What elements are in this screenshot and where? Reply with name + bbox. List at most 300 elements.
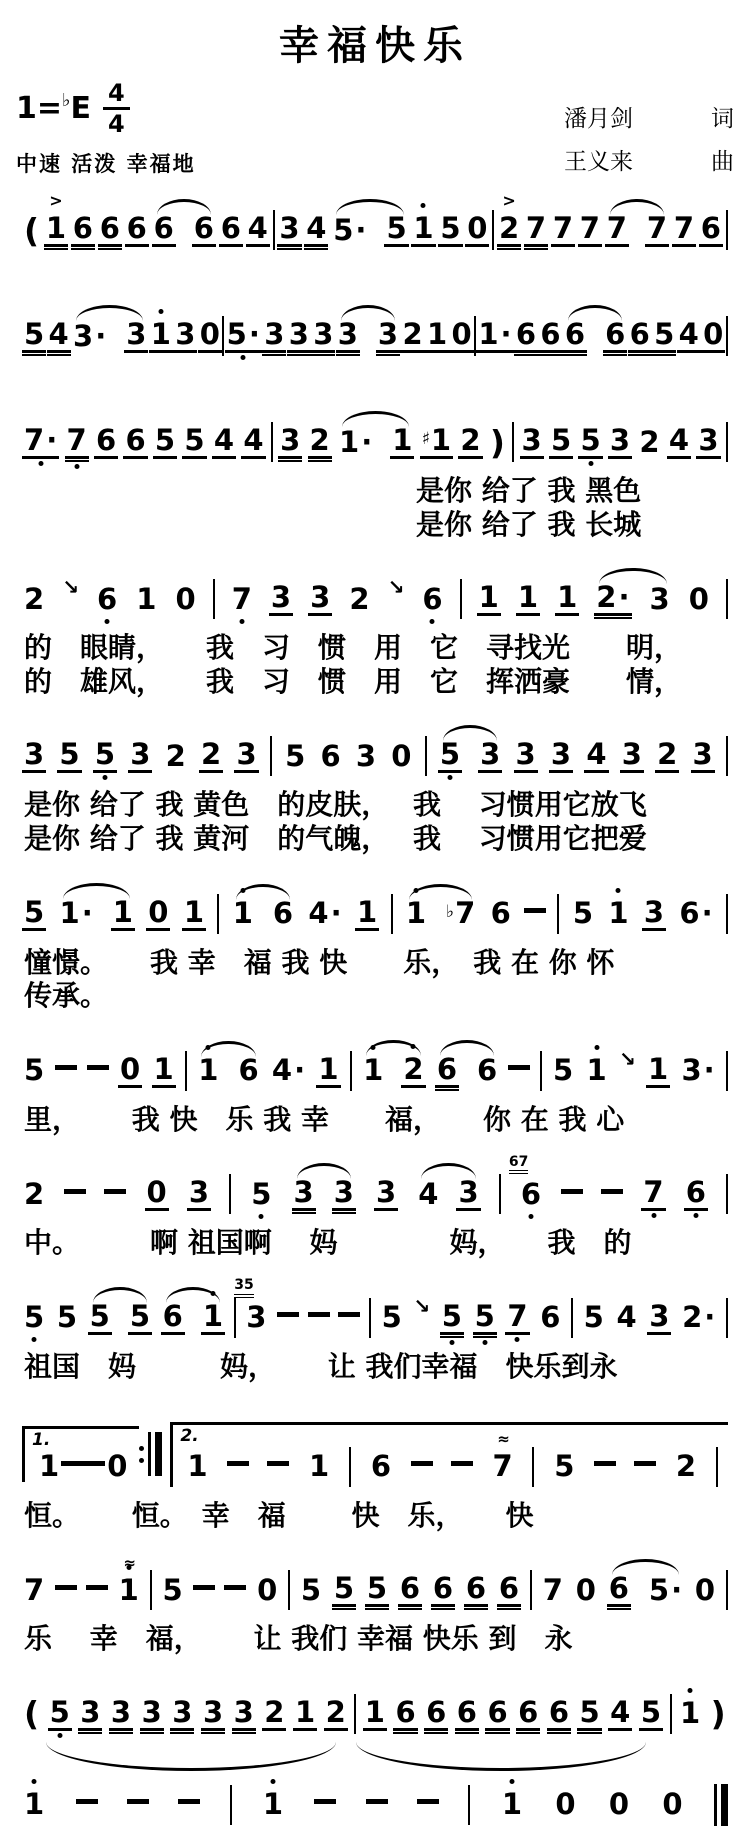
dot-after: · (671, 1572, 683, 1607)
note: 1 (361, 1055, 385, 1086)
barline (557, 894, 559, 934)
note: 6 (608, 1571, 629, 1606)
notes-row (16, 1766, 734, 1838)
music-line (16, 1404, 734, 1533)
duration-dash (417, 1799, 439, 1804)
note: 7 (525, 211, 547, 245)
note: 6 (629, 317, 650, 351)
notes-row (16, 1676, 734, 1746)
key-prefix: 1= (16, 90, 63, 126)
duration-dash (524, 908, 546, 913)
duration-dash (411, 1461, 433, 1466)
note: 1 (648, 1051, 669, 1086)
octave-dot-low (241, 355, 246, 360)
note: 5 (640, 1694, 662, 1729)
octave-dot-high (206, 1045, 211, 1050)
note: 6 (125, 423, 146, 457)
lyrics-row: 憧憬。 我 幸 福 我 快 乐， 我 在 你 怀 (24, 945, 615, 979)
rest: 0 (148, 894, 169, 929)
note: 1 ≈ (118, 1553, 139, 1607)
barline (571, 1298, 573, 1338)
note: 6 (95, 423, 117, 457)
lyrics-row: 中。 啊 祖国啊 妈 妈， 我 的 (24, 1226, 632, 1260)
note: 5 (553, 1053, 574, 1088)
note: 1· (478, 317, 512, 351)
note: 1 (426, 317, 448, 351)
duration-dash (601, 1189, 623, 1194)
note: 3 (175, 317, 196, 351)
slide-mark: ↘ (413, 1293, 431, 1318)
note: 3 (270, 580, 292, 615)
grace-notes: 67 (509, 1155, 528, 1174)
note: 1 (196, 1055, 220, 1086)
octave-dot-high (594, 1045, 599, 1050)
barline-thick (155, 1432, 162, 1476)
volta-number: 2. (180, 1425, 199, 1446)
note: 3 (515, 737, 536, 772)
note: 1· (59, 896, 93, 931)
note: 2 (657, 737, 678, 772)
note: 2 (639, 424, 660, 459)
duration-dash (308, 1312, 330, 1317)
note: 1· (339, 424, 373, 459)
octave-dot-low (430, 619, 435, 624)
note: 1 (201, 1301, 225, 1335)
music-line (16, 1277, 734, 1384)
accidental: ♯ (421, 429, 430, 449)
dot-after: · (355, 212, 367, 247)
rest: 0 (257, 1572, 278, 1607)
note: 6 (456, 1694, 477, 1729)
barline (273, 210, 275, 250)
barline (492, 210, 494, 250)
note: 1 (606, 898, 630, 929)
note: 3 (698, 423, 719, 457)
note: 3 (293, 1175, 314, 1210)
note: 3 (279, 211, 300, 245)
duration-dash (64, 1189, 86, 1194)
note: 3 (458, 1175, 479, 1210)
note: 1 (517, 580, 539, 615)
music-line (16, 1033, 734, 1137)
music-line (16, 1766, 734, 1838)
dot-after: · (330, 896, 342, 931)
note: 2 (460, 423, 481, 457)
note: 1 > (45, 191, 67, 245)
rest: 0 (608, 1787, 630, 1822)
slur-group (438, 739, 502, 773)
notes-wrap (16, 1033, 734, 1103)
note: 6 (548, 1694, 569, 1729)
slur-group (58, 894, 135, 931)
octave-dot-low (515, 1337, 520, 1342)
barline-thin (714, 1784, 717, 1826)
note: 1 (585, 1055, 609, 1086)
note: ♯1 (421, 423, 452, 457)
note: 6 (700, 211, 721, 245)
volta-bracket (22, 1426, 139, 1482)
score-header (16, 79, 734, 178)
note: 5 (654, 317, 675, 351)
note: 3 (609, 423, 631, 457)
note: 6 (490, 896, 511, 931)
note: 6 (420, 584, 444, 615)
octave-dot-high (271, 1779, 276, 1784)
rest: 0 (451, 317, 472, 351)
notes-row (16, 1033, 734, 1103)
rest: 0 (694, 1572, 716, 1607)
note: 6 (465, 1571, 487, 1606)
slur-group (152, 213, 216, 247)
tempo-marking: 中速 活泼 幸福地 (16, 152, 196, 176)
notes-wrap (16, 876, 734, 946)
credits (564, 100, 734, 178)
note: 5 (22, 1302, 46, 1333)
duration-dash (127, 1799, 149, 1804)
tie-arc-wrap (16, 1766, 734, 1838)
note: 3 (313, 317, 334, 351)
music-line (16, 876, 734, 1013)
barline (230, 1785, 232, 1825)
slur-group (416, 1177, 480, 1211)
duration-dash (178, 1799, 200, 1804)
flat-accidental: ♭ (62, 89, 71, 111)
octave-dot-low (449, 1340, 454, 1345)
note: 3 (649, 1298, 670, 1333)
parenthesis: ( (24, 210, 40, 250)
barline (350, 1051, 352, 1091)
rest: 0 (175, 581, 196, 616)
duration-dash (338, 1312, 360, 1317)
note: 1 (356, 894, 378, 929)
barline (425, 736, 427, 776)
note: 3 (376, 1175, 397, 1210)
duration-dash (55, 1065, 77, 1070)
barline (234, 1298, 236, 1338)
duration-dash (83, 1461, 105, 1466)
note: 3 (621, 737, 642, 772)
notes-wrap (16, 1676, 734, 1746)
octave-dot-low (57, 1733, 62, 1738)
note: 3 (80, 1694, 101, 1729)
note: 6 (220, 211, 241, 245)
rest: 0 (199, 317, 220, 351)
note: 1 (309, 1449, 330, 1484)
lyricist-role: 词 (711, 106, 734, 132)
note: 3 (130, 737, 151, 772)
slur-group (292, 1177, 356, 1211)
note: 1 (136, 581, 157, 616)
lyrics-row: 祖国 妈 妈， 让 我们幸福 快乐到永 (24, 1349, 618, 1383)
notes-row (16, 1552, 734, 1622)
slur-group (161, 1298, 225, 1335)
note: 6 (72, 211, 93, 245)
note: 5 (56, 1300, 77, 1335)
notes-row (16, 718, 734, 788)
barline (150, 1570, 152, 1610)
barline-thin (148, 1432, 151, 1476)
duration-dash (193, 1585, 215, 1590)
note: 3 35 (234, 1277, 267, 1335)
repeat-barline (139, 1432, 162, 1476)
note: 5 (24, 894, 45, 929)
notes-row (16, 876, 734, 946)
note: 1 (364, 1694, 385, 1729)
trill-mark: ≈ (497, 1430, 508, 1449)
notes-wrap (16, 1277, 734, 1350)
volta-number: 1. (32, 1430, 51, 1451)
octave-dot-high (509, 1779, 514, 1784)
notes-row (16, 298, 734, 368)
duration-dash (267, 1461, 289, 1466)
dot-after: · (704, 1300, 716, 1335)
octave-dot-low (259, 1214, 264, 1219)
octave-dot-low (38, 461, 43, 466)
note: 7· (22, 425, 59, 459)
duration-dash (104, 1189, 126, 1194)
barline (726, 894, 728, 934)
note: 1 (112, 894, 133, 929)
barline (726, 736, 728, 776)
duration-dash (594, 1461, 616, 1466)
octave-dot-high (158, 309, 163, 314)
note: 6 (272, 896, 294, 931)
duration-dash (55, 1585, 77, 1590)
note: 3 (24, 737, 45, 772)
slur-group (361, 1051, 425, 1088)
barline (512, 422, 514, 462)
notes-row (16, 404, 734, 474)
notes-wrap (16, 1153, 734, 1226)
notes-wrap (16, 561, 734, 631)
duration-dash (314, 1799, 336, 1804)
music-line (16, 718, 734, 855)
octave-dot-low (693, 1213, 698, 1218)
barline (530, 1570, 532, 1610)
note: 4 (306, 211, 327, 245)
slur-group (435, 1051, 499, 1088)
notes-row (16, 1404, 734, 1499)
grace-notes: 35 (234, 1278, 253, 1297)
parenthesis: ( (24, 1694, 40, 1734)
duration-dash (366, 1799, 388, 1804)
note: 3 (521, 423, 542, 457)
note: 6 (605, 317, 626, 351)
note: 5· (225, 319, 262, 353)
barline (726, 1570, 728, 1610)
notes-wrap (16, 1404, 734, 1499)
note: 1 (22, 1789, 46, 1820)
dot-after: · (294, 1053, 306, 1088)
note: 3 (141, 1694, 162, 1729)
note: 3 (172, 1694, 193, 1729)
note: 6 (487, 1694, 508, 1729)
note: 5 (154, 423, 176, 457)
note: 6 (477, 1053, 498, 1088)
note: 6 (540, 317, 561, 351)
note: 5 (59, 737, 80, 772)
note: 2· (596, 580, 630, 615)
note: 1 (149, 319, 173, 353)
barline (270, 736, 272, 776)
note: 7 (606, 211, 627, 245)
barline-thick (721, 1784, 728, 1826)
note: 7 (552, 211, 573, 245)
rest: 0 (107, 1449, 128, 1484)
note: 7 (505, 1301, 529, 1335)
note: 2 (201, 737, 222, 772)
note: 6 (399, 1571, 421, 1606)
slur-group (88, 1298, 152, 1335)
note: 3 (188, 1175, 209, 1210)
rest: 0 (391, 738, 412, 773)
dot-after: · (701, 896, 713, 931)
slur-group (336, 319, 400, 353)
note: 5 (386, 211, 407, 245)
note: 6 (426, 1694, 447, 1729)
note: 6 (684, 1177, 708, 1211)
composer-credit (564, 143, 734, 176)
note: 5 (129, 1298, 150, 1333)
note: 4 (418, 1176, 439, 1211)
octave-dot-high (32, 1779, 37, 1784)
barline (468, 1785, 470, 1825)
note: 1 (500, 1789, 524, 1820)
dot-after: · (500, 317, 512, 351)
note: 6 (436, 1051, 457, 1086)
duration-dash (634, 1461, 656, 1466)
note: 3 (649, 581, 670, 616)
note: 4 (678, 317, 699, 351)
slur-group (71, 319, 148, 353)
note: 4 (610, 1694, 631, 1729)
note: 6 (370, 1449, 391, 1484)
barline (354, 1694, 356, 1734)
note: 5 (554, 1449, 575, 1484)
octave-dot-low (651, 1213, 656, 1218)
note: 3 (643, 894, 665, 929)
barline (532, 1447, 534, 1487)
notes-wrap (16, 404, 734, 474)
music-line (16, 404, 734, 541)
note: 6 (99, 211, 120, 245)
slur-group (563, 319, 627, 353)
octave-dot-high (371, 1045, 376, 1050)
barline (726, 1174, 728, 1214)
note: 5 (89, 1298, 110, 1333)
lyrics-row: 是你 给了 我 长城 (24, 507, 642, 541)
note: 6 67 (519, 1179, 543, 1210)
note: 2 (402, 317, 423, 351)
octave-dot-low (105, 619, 110, 624)
note: 1 (187, 1449, 208, 1484)
note: 2 (309, 423, 330, 457)
note: 1 (404, 898, 428, 929)
music-line (16, 1676, 734, 1746)
note: 3 (692, 737, 713, 772)
slide-mark: ↘ (62, 575, 79, 600)
octave-dot-low (448, 775, 453, 780)
note: 1 (261, 1789, 285, 1820)
octave-dot-high (688, 1688, 693, 1693)
note: 6 (162, 1298, 183, 1333)
slur-group (331, 213, 408, 247)
slide-mark: ↘ (387, 575, 405, 600)
note: 5 (24, 317, 45, 351)
slur-group (231, 898, 295, 929)
note: 6 (320, 738, 341, 773)
dot-after: · (46, 423, 58, 457)
note: 7 ≈ (492, 1430, 513, 1484)
barline (271, 422, 273, 462)
notes-row (16, 561, 734, 631)
rest: 0 (146, 1175, 167, 1210)
score-body (16, 192, 734, 1838)
note: 6 (95, 584, 119, 615)
note: 4 (586, 737, 607, 772)
parenthesis: ) (489, 422, 505, 462)
music-line (16, 192, 734, 262)
note: 5 (440, 1301, 464, 1335)
note: 4· (308, 896, 342, 931)
note: 2 (165, 738, 186, 773)
duration-dash (561, 1189, 583, 1194)
barline (726, 210, 728, 250)
note: 4 (247, 211, 268, 245)
duration-dash (508, 1065, 530, 1070)
composer-role: 曲 (711, 149, 734, 175)
notes-row (16, 1153, 734, 1226)
note: 1 (183, 894, 204, 929)
note: 6 (498, 1571, 520, 1606)
duration-dash (224, 1585, 246, 1590)
duration-dash (451, 1461, 473, 1466)
note: ♭7 (446, 896, 476, 931)
notes-wrap (16, 298, 734, 368)
note: 5 (578, 425, 602, 459)
note: 6 (126, 211, 147, 245)
note: 3 (377, 317, 399, 351)
lyrics-row: 恒。 恒。 幸 福 快 乐， 快 (24, 1498, 534, 1532)
lyrics-row: 是你 给了 我 黑色 (24, 474, 642, 507)
rest: 0 (703, 317, 724, 351)
composer-name: 王义来 (564, 149, 633, 175)
parenthesis: ) (710, 1694, 726, 1734)
octave-dot-low (32, 1337, 37, 1342)
lyricist-name: 潘月剑 (564, 106, 633, 132)
barline (540, 1051, 542, 1091)
song-title: 幸福快乐 (279, 23, 471, 69)
note: 3 (110, 1694, 132, 1729)
note: 3 (355, 738, 377, 773)
octave-dot-low (74, 464, 79, 469)
note: 6 (515, 317, 537, 351)
note: 3 (280, 423, 301, 457)
octave-dot-low (239, 619, 244, 624)
note: 2 (264, 1694, 285, 1729)
note: 5 (572, 896, 593, 931)
note: 1 (231, 898, 255, 929)
note: 7 (24, 1572, 45, 1607)
barline (349, 1447, 351, 1487)
note: 1 (392, 423, 413, 457)
note: 2 (24, 581, 45, 616)
barline (288, 1570, 290, 1610)
note: 6 (518, 1694, 539, 1729)
octave-dot-low (102, 775, 107, 780)
note: 5 (48, 1697, 72, 1731)
repeat-dot (139, 1446, 144, 1451)
